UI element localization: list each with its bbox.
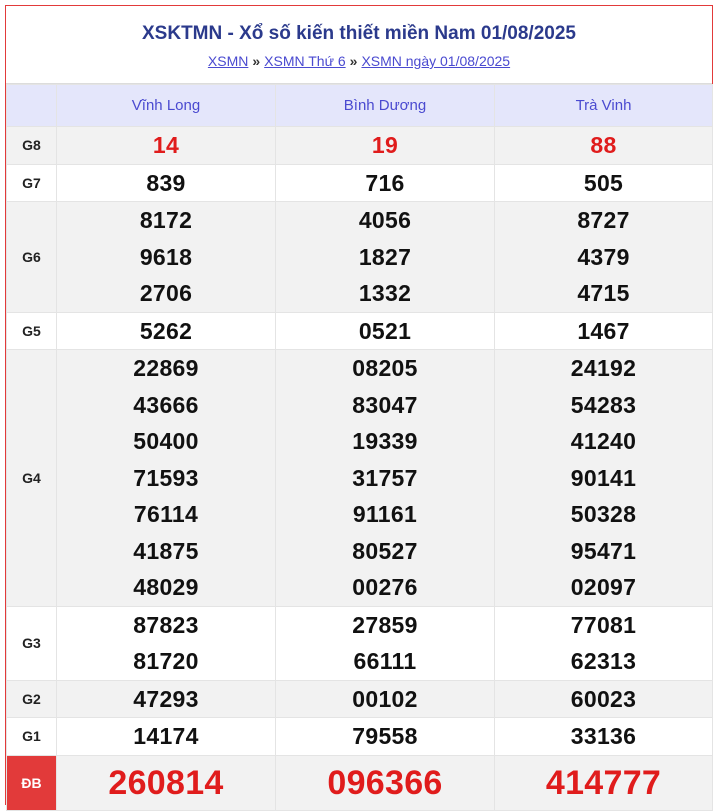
prize-number: 47293	[133, 685, 199, 712]
breadcrumb-link-xsmn[interactable]: XSMN	[207, 53, 249, 69]
prize-number: 4715	[577, 280, 630, 306]
province-header[interactable]: Vĩnh Long	[57, 85, 276, 127]
results-panel	[5, 5, 713, 805]
prize-number: 9618	[139, 243, 193, 270]
prize-row-g2	[7, 680, 713, 718]
prize-number: 31757	[352, 464, 418, 491]
prize-number: 839	[146, 169, 186, 196]
prize-cell	[276, 606, 495, 680]
results-header	[6, 6, 712, 84]
province-header[interactable]: Bình Dương	[276, 85, 495, 127]
prize-number: 62313	[570, 648, 637, 674]
prize-cell	[276, 202, 495, 313]
prize-cell	[495, 718, 713, 756]
prize-cell	[57, 350, 276, 607]
prize-number: 90141	[570, 464, 637, 491]
province-header[interactable]: Trà Vinh	[495, 85, 713, 127]
prize-number: 50400	[133, 428, 199, 454]
prize-number: 2706	[139, 280, 193, 306]
prize-cell	[495, 606, 713, 680]
prize-number: 95471	[570, 537, 637, 564]
prize-number: 4056	[358, 207, 412, 233]
prize-cell	[57, 312, 276, 350]
prize-cell	[57, 680, 276, 718]
prize-number: 24192	[570, 355, 637, 381]
prize-label: G7	[7, 164, 57, 202]
prize-number: 91161	[352, 501, 418, 527]
prize-cell	[495, 680, 713, 718]
prize-number: 79558	[352, 723, 418, 749]
prize-row-g5	[7, 312, 713, 350]
prize-row-g1	[7, 718, 713, 756]
prize-cell	[276, 312, 495, 350]
prize-cell	[495, 312, 713, 350]
prize-label: ĐB	[7, 755, 57, 810]
breadcrumb	[6, 53, 712, 69]
prize-cell	[495, 127, 713, 165]
prize-number: 1467	[577, 317, 630, 344]
prize-number: 41240	[570, 428, 637, 454]
prize-number: 19339	[352, 428, 418, 454]
prize-number: 1827	[358, 243, 412, 270]
prize-number: 71593	[133, 464, 199, 491]
prize-number: 81720	[133, 648, 199, 674]
results-table	[6, 84, 713, 811]
prize-label: G1	[7, 718, 57, 756]
prize-number: 54283	[570, 391, 637, 418]
prize-cell	[57, 755, 276, 810]
prize-number: 505	[583, 169, 624, 196]
prize-number: 83047	[352, 391, 418, 418]
prize-row-g6	[7, 202, 713, 313]
prize-number: 02097	[570, 574, 637, 600]
prize-number: 66111	[353, 648, 417, 674]
prize-number: 43666	[133, 391, 199, 418]
prize-number: 096366	[327, 763, 443, 802]
table-header-row	[7, 85, 713, 127]
prize-number: 260814	[108, 763, 224, 802]
breadcrumb-link-xsmn-date[interactable]: XSMN ngày 01/08/2025	[361, 53, 511, 69]
prize-number: 716	[365, 169, 405, 196]
prize-cell	[276, 755, 495, 810]
prize-cell	[57, 606, 276, 680]
prize-number: 33136	[570, 723, 637, 749]
prize-number: 0521	[358, 317, 412, 344]
prize-number: 87823	[133, 611, 199, 638]
prize-row-g8	[7, 127, 713, 165]
prize-number: 00276	[352, 574, 418, 600]
prize-number: 77081	[570, 611, 637, 638]
prize-cell	[57, 127, 276, 165]
prize-number: 76114	[133, 501, 199, 527]
prize-cell	[57, 164, 276, 202]
prize-number: 00102	[352, 685, 418, 712]
prize-number: 4379	[577, 243, 630, 270]
prize-number: 80527	[352, 537, 418, 564]
prize-row-g7	[7, 164, 713, 202]
prize-label: G8	[7, 127, 57, 165]
prize-label: G5	[7, 312, 57, 350]
prize-cell	[495, 164, 713, 202]
prize-number: 22869	[133, 355, 199, 381]
prize-number: 41875	[133, 537, 199, 564]
header-corner-cell	[7, 85, 57, 127]
prize-number: 1332	[358, 280, 412, 306]
prize-number: 60023	[570, 685, 637, 712]
prize-number: 8172	[139, 207, 193, 233]
prize-cell	[276, 680, 495, 718]
prize-label: G3	[7, 606, 57, 680]
prize-number: 5262	[139, 317, 193, 344]
prize-number: 50328	[570, 501, 637, 527]
prize-cell	[276, 350, 495, 607]
prize-label: G6	[7, 202, 57, 313]
prize-row-db	[7, 755, 713, 810]
prize-number: 14174	[133, 723, 199, 749]
prize-number: 8727	[577, 207, 630, 233]
prize-number: 19	[371, 132, 399, 158]
prize-cell	[57, 202, 276, 313]
prize-cell	[495, 202, 713, 313]
prize-cell	[495, 755, 713, 810]
prize-cell	[495, 350, 713, 607]
prize-number: 414777	[545, 763, 662, 802]
prize-number: 88	[590, 132, 617, 158]
prize-label: G2	[7, 680, 57, 718]
prize-number: 08205	[352, 355, 418, 381]
breadcrumb-separator: »	[349, 53, 358, 69]
prize-cell	[276, 718, 495, 756]
prize-number: 14	[152, 132, 180, 158]
prize-cell	[57, 718, 276, 756]
prize-number: 27859	[352, 611, 418, 638]
prize-label: G4	[7, 350, 57, 607]
prize-number: 48029	[133, 574, 199, 600]
page-title: XSKTMN - Xổ số kiến thiết miền Nam 01/08/2025	[142, 23, 576, 44]
prize-row-g4	[7, 350, 713, 607]
breadcrumb-separator: »	[252, 53, 261, 69]
prize-row-g3	[7, 606, 713, 680]
prize-cell	[276, 164, 495, 202]
prize-cell	[276, 127, 495, 165]
breadcrumb-link-xsmn-thu6[interactable]: XSMN Thứ 6	[264, 53, 346, 69]
